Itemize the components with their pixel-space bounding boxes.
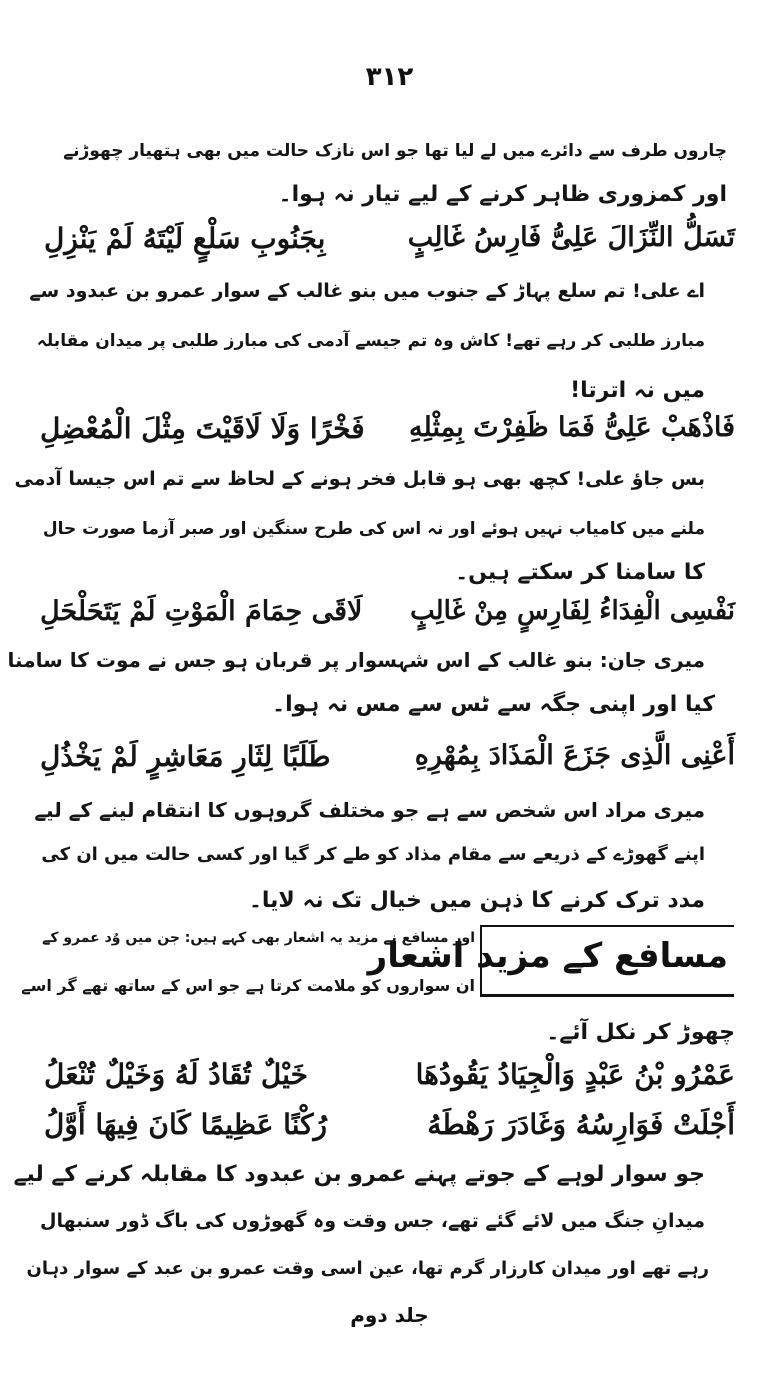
text-line: کیا اور اپنی جگہ سے ٹس سے مس نہ ہوا۔ xyxy=(272,692,715,717)
text-line: میری مراد اس شخص سے ہے جو مختلف گروہوں کا انتقام لینے کے لیے xyxy=(34,798,705,822)
verse-right-hemistich: عَمْرُو بْنُ عَبْدٍ وَالْجِیَادُ یَقُودُهَا xyxy=(415,1058,735,1091)
text-line: اے علی! تم سلع پہاڑ کے جنوب میں بنو غالب کے سوار عمرو بن عبدود سے xyxy=(29,280,705,302)
text-line: چاروں طرف سے دائرے میں لے لیا تھا جو اس نازک حالت میں بھی ہتھیار چھوڑنے xyxy=(63,141,727,161)
text-line: چھوڑ کر نکل آئے۔ xyxy=(546,1020,735,1045)
text-line: بس جاؤ علی! کچھ بھی ہو قابل فخر ہونے کے لحاظ سے تم اس جیسا آدمی xyxy=(14,468,705,490)
text-line: ملنے میں کامیاب نہیں ہوئے اور نہ اس کی طرح سنگین اور صبر آزما صورت حال xyxy=(42,519,705,539)
text-line: ان سواروں کو ملامت کرتا ہے جو اس کے ساتھ تھے گر اسے xyxy=(21,976,475,995)
text-line: مبارز طلبی کر رہے تھے! کاش وہ تم جیسے آدمی کی مبارز طلبی پر میدان مقابلہ xyxy=(36,331,705,351)
section-heading-box xyxy=(367,925,734,997)
verse-left-hemistich: بِجَنُوبِ سَلْعٍ لَیْتَهُ لَمْ یَنْزِلِ xyxy=(44,222,326,255)
verse-left-hemistich: لَاقَی حِمَامَ الْمَوْتِ لَمْ یَتَحَلْحَلِ xyxy=(40,596,363,627)
verse-left-hemistich: خَیْلٌ تُقَادُ لَهُ وَخَیْلٌ تُنْعَلُ xyxy=(44,1058,308,1091)
text-line: رہے تھے اور میدان کارزار گرم تھا، عین اسی وقت عمرو بن عبد کے سوار دہان xyxy=(26,1258,709,1279)
text-line: جو سوار لوہے کے جوتے پہنے عمرو بن عبدود کا مقابلہ کرنے کے لیے xyxy=(13,1162,705,1187)
verse-left-hemistich: فَخْرًا وَلَا لَاقَیْتَ مِثْلَ الْمُعْضِلِ xyxy=(40,412,365,445)
text-line: اور کمزوری ظاہر کرنے کے لیے تیار نہ ہوا۔ xyxy=(278,182,727,207)
text-line: اپنے گھوڑے کے ذریعے سے مقام مذاد کو طے کر گیا اور کسی حالت میں ان کی xyxy=(41,844,705,865)
verse-right-hemistich: أَعْنِی الَّذِی جَزَعَ الْمَذَادَ بِمُهْرِهِ xyxy=(414,740,735,771)
section-heading: مسافع کے مزید اشعار xyxy=(367,936,728,976)
verse-right-hemistich: فَاذْهَبْ عَلِیُّ فَمَا ظَفِرْتَ بِمِثْلِهِ xyxy=(409,412,735,443)
text-line: میدانِ جنگ میں لائے گئے تھے، جس وقت وہ گھوڑوں کی باگ ڈور سنبھال xyxy=(39,1210,705,1232)
text-line: اور مسافع نے مزید یہ اشعار بھی کہے ہیں: جن میں وُد عمرو کے xyxy=(42,930,475,946)
verse-left-hemistich: طَلَبًا لِثَارِ مَعَاشِرٍ لَمْ یَخْذُلِ xyxy=(40,740,331,773)
verse-right-hemistich: نَفْسِی الْفِدَاءُ لِفَارِسٍ مِنْ غَالِبٍ xyxy=(410,596,735,626)
page-number: ۳۱۲ xyxy=(365,62,414,92)
volume-footer: جلد دوم xyxy=(350,1303,429,1327)
text-line: میں نہ اترتا! xyxy=(570,378,705,403)
verse-right-hemistich: تَسَلُّ النِّزَالَ عَلِیُّ فَارِسُ غَالِبٍ xyxy=(407,222,735,253)
text-line: میری جان: بنو غالب کے اس شہسوار پر قربان ہو جس نے موت کا سامنا xyxy=(7,648,705,672)
verse-left-hemistich: رُكْنًا عَظِیمًا كَانَ فِیهَا أَوَّلُ xyxy=(44,1108,328,1141)
verse-right-hemistich: أَجْلَتْ فَوَارِسُهُ وَغَادَرَ رَهْطَهُ xyxy=(427,1108,735,1141)
text-line: کا سامنا کر سکتے ہیں۔ xyxy=(455,560,705,585)
text-line: مدد ترک کرنے کا ذہن میں خیال تک نہ لایا۔ xyxy=(248,888,705,913)
